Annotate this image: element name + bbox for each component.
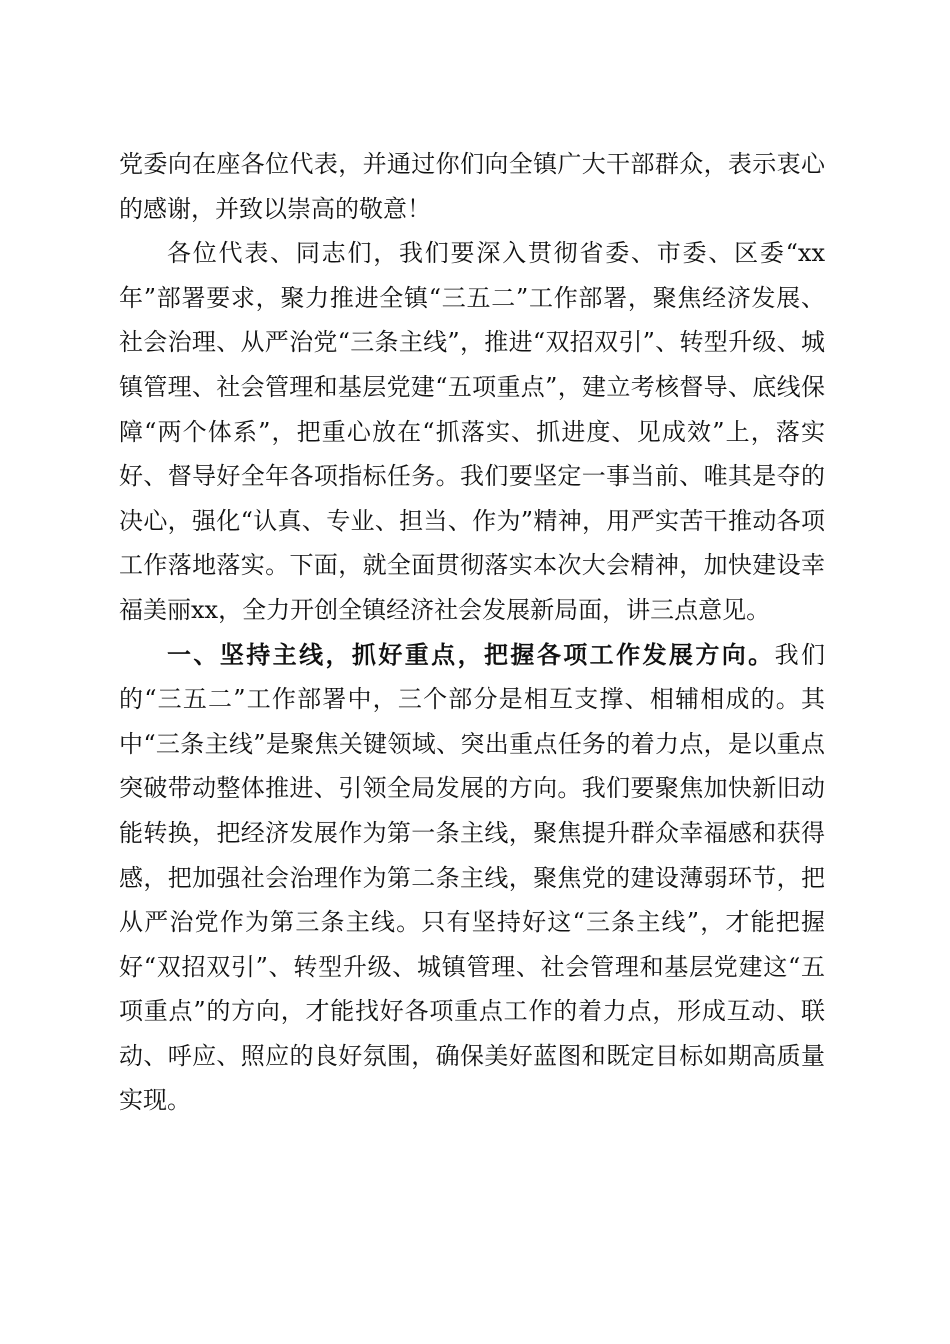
- section-heading: 一、坚持主线，抓好重点，把握各项工作发展方向。: [167, 640, 775, 669]
- paragraph-deployment-requirements: [119, 231, 825, 632]
- document-body: [119, 142, 825, 1123]
- paragraph-closing-thanks: [119, 142, 825, 231]
- paragraph-section-one: [119, 633, 825, 1124]
- paragraph-text: 党委向在座各位代表，并通过你们向全镇广大干部群众，表示衷心的感谢，并致以崇高的敬意！: [119, 150, 825, 223]
- paragraph-text: 我们的“三五二”工作部署中，三个部分是相互支撑、相辅相成的。其中“三条主线”是聚焦关键领域、突出重点任务的着力点，是以重点突破带动整体推进、引领全局发展的方向。我们要聚焦加快新旧动能转换，把经济发展作为第一条主线，聚焦提升群众幸福感和获得感，把加强社会治理作为第二条主线，聚焦党的建设薄弱环节，把从严治党作为第三条主线。只有坚持好这“三条主线”，才能把握好“双招双引”、转型升级、城镇管理、社会管理和基层党建这“五项重点”的方向，才能找好各项重点工作的着力点，形成互动、联动、呼应、照应的良好氛围，确保美好蓝图和既定目标如期高质量实现。: [119, 640, 826, 1115]
- paragraph-text: 各位代表、同志们，我们要深入贯彻省委、市委、区委“xx年”部署要求，聚力推进全镇“三五二”工作部署，聚焦经济发展、社会治理、从严治党“三条主线”，推进“双招双引”、转型升级、城镇管理、社会管理和基层党建“五项重点”，建立考核督导、底线保障“两个体系”，把重心放在“抓落实、抓进度、见成效”上，落实好、督导好全年各项指标任务。我们要坚定一事当前、唯其是夺的决心，强化“认真、专业、担当、作为”精神，用严实苦干推动各项工作落地落实。下面，就全面贯彻落实本次大会精神，加快建设幸福美丽xx，全力开创全镇经济社会发展新局面，讲三点意见。: [119, 239, 825, 624]
